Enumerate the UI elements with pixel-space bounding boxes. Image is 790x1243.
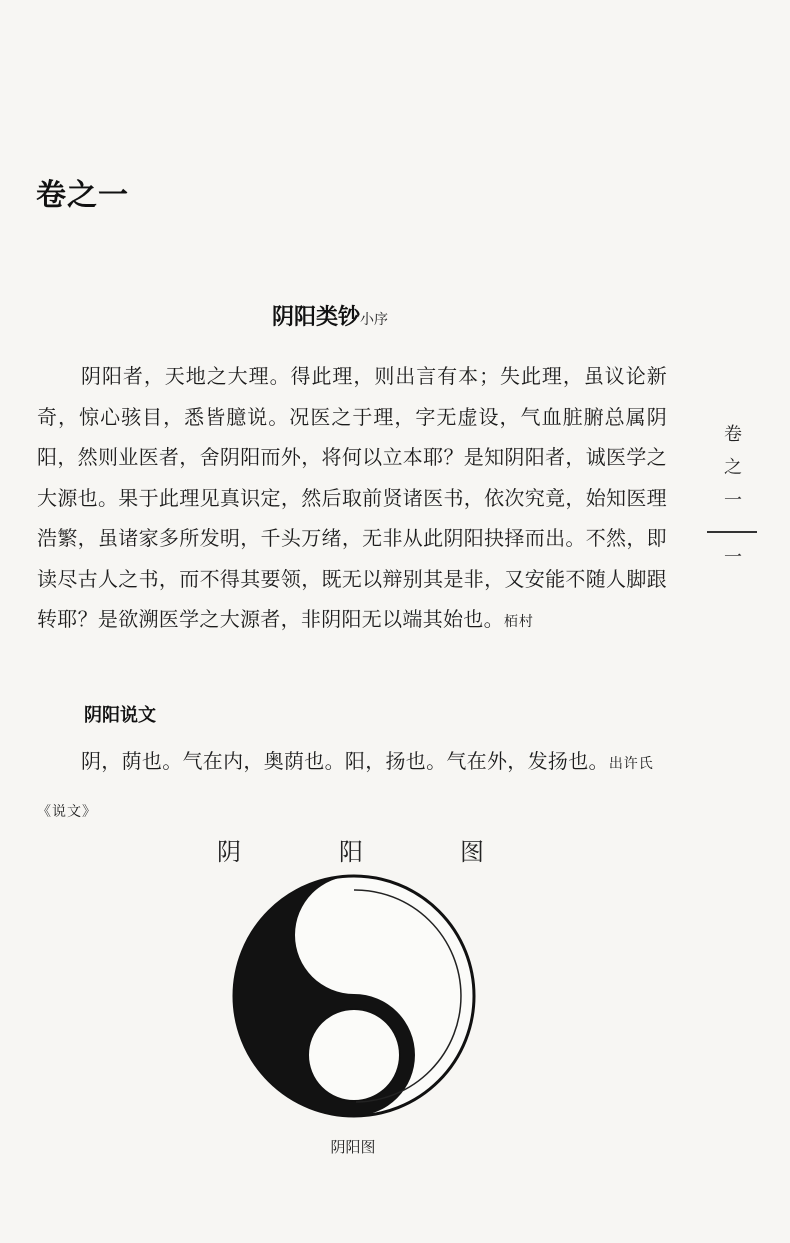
figure-heading-char-tu: 图 [460, 838, 484, 866]
chapter-title: 卷之一 [36, 178, 129, 213]
yin-yang-diagram [226, 872, 482, 1120]
preface-body: 阴阳者，天地之大理。得此理，则出言有本；失此理，虽议论新奇，惊心骇目，悉皆臆说。况医之于理，字无虚设，气血脏腑总属阴阳，然则业医者，舍阴阳而外，将何以立本耶？是知阴阳者，诚医学之大源也。果于此理见真识定，然后取前贤诸医书，依次究竟，始知医理浩繁，虽诸家多所发明，千头万绪，无非从此阴阳抉择而出。不然，即读尽古人之书，而不得其要领，既无以辩别其是非，又安能不随人脚跟转耶？是欲溯医学之大源者，非阴阳无以端其始也。 [37, 364, 667, 631]
margin-divider [707, 531, 757, 533]
running-head-char-1: 卷 [724, 424, 742, 445]
figure-heading-char-yin: 阴 [217, 838, 241, 866]
running-head [718, 418, 748, 517]
page-number: 一 [724, 547, 742, 568]
shuowen-source: 出许氏《说文》 [37, 756, 654, 820]
running-head-char-2: 之 [724, 457, 742, 478]
yin-yang-symbol [234, 876, 474, 1116]
shuowen-paragraph [37, 739, 667, 835]
figure-caption: 阴阳图 [330, 1138, 376, 1156]
running-head-char-3: 一 [724, 490, 742, 511]
shuowen-body: 阴，荫也。气在内，奥荫也。阳，扬也。气在外，发扬也。 [81, 749, 609, 773]
preface-attribution: 栢村 [503, 614, 534, 630]
shuowen-heading: 阴阳说文 [84, 705, 156, 726]
figure-heading-char-yang: 阳 [339, 838, 363, 866]
section-title-main: 阴阳类钞 [271, 305, 360, 330]
section-subtitle: 小序 [360, 312, 388, 328]
yang-inner-circle [308, 1009, 400, 1101]
section-title [0, 300, 660, 331]
preface-paragraph [37, 356, 667, 643]
